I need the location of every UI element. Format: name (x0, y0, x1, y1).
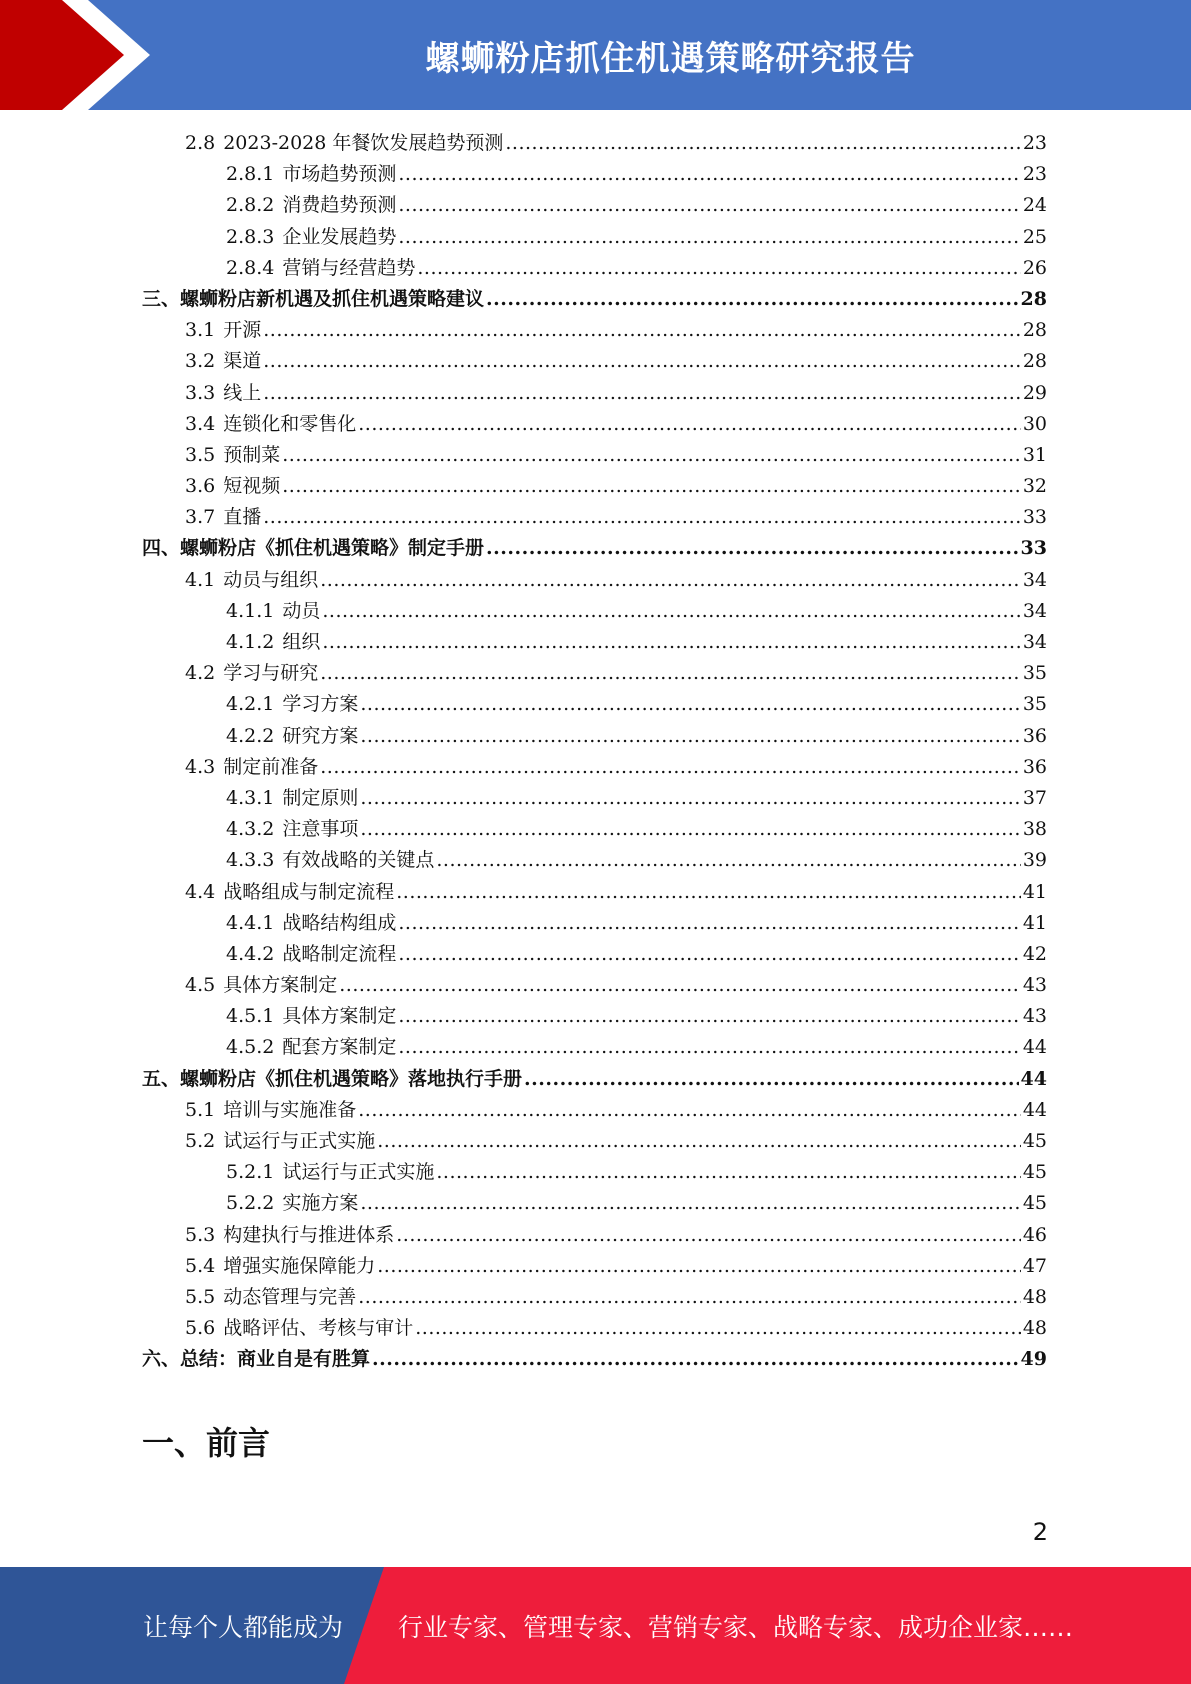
toc-entry-page: 34 (1022, 568, 1047, 591)
toc-entry[interactable] (142, 1282, 1047, 1313)
toc-entry-number: 4.3 (185, 755, 216, 778)
toc-dot-leader (524, 1064, 1019, 1095)
toc-entry-page: 37 (1022, 786, 1047, 809)
toc-entry-page: 26 (1022, 256, 1047, 279)
toc-entry-page: 45 (1022, 1161, 1047, 1184)
toc-dot-leader (263, 346, 1021, 377)
toc-entry-number: 4.4 (185, 880, 216, 903)
toc-entry-number: 5.4 (185, 1254, 216, 1277)
toc-entry-title: 渠道 (223, 350, 262, 373)
toc-entry[interactable] (142, 596, 1047, 627)
toc-entry[interactable] (142, 378, 1047, 409)
toc-entry-page: 44 (1022, 1036, 1047, 1059)
toc-entry[interactable] (142, 939, 1047, 970)
toc-entry-number: 4.3.1 (226, 786, 275, 809)
toc-dot-leader (263, 502, 1021, 533)
toc-entry-title: 学习与研究 (223, 662, 319, 685)
toc-entry-title: 培训与实施准备 (223, 1098, 357, 1121)
toc-entry-title: 注意事项 (282, 818, 359, 841)
toc-dot-leader (417, 253, 1020, 284)
toc-entry-title: 研究方案 (282, 724, 359, 747)
toc-entry-page: 33 (1022, 506, 1047, 529)
toc-dot-leader (505, 128, 1020, 159)
toc-dot-leader (360, 689, 1020, 720)
section-heading: 一、前言 (142, 1424, 271, 1462)
toc-entry-page: 30 (1022, 412, 1047, 435)
toc-entry-number: 4.4.2 (226, 942, 275, 965)
toc-entry-title: 市场趋势预测 (282, 163, 397, 186)
toc-entry-page: 34 (1022, 631, 1047, 653)
toc-entry-page: 48 (1022, 1317, 1047, 1340)
toc-entry[interactable] (142, 222, 1047, 253)
toc-dot-leader (398, 222, 1020, 253)
toc-dot-leader (320, 658, 1021, 689)
toc-entry[interactable] (142, 284, 1047, 315)
toc-entry[interactable] (142, 565, 1047, 596)
toc-entry-page: 28 (1020, 287, 1047, 310)
toc-dot-leader (360, 1188, 1020, 1219)
toc-entry[interactable] (142, 1188, 1047, 1219)
toc-entry-title: 具体方案制定 (223, 974, 338, 997)
toc-entry[interactable] (142, 783, 1047, 814)
toc-entry-number: 2.8.4 (226, 256, 275, 279)
toc-entry-page: 31 (1022, 443, 1047, 466)
toc-entry-title: 总结：商业自是有胜算 (180, 1348, 371, 1371)
toc-entry-title: 预制菜 (223, 443, 281, 466)
toc-dot-leader (339, 970, 1021, 1001)
toc-entry-title: 动员与组织 (223, 568, 319, 591)
toc-entry-number: 4.5.1 (226, 1005, 275, 1028)
toc-entry-title: 螺蛳粉店《抓住机遇策略》制定手册 (180, 537, 485, 560)
toc-entry[interactable] (142, 721, 1047, 752)
toc-entry-page: 44 (1020, 1067, 1047, 1090)
toc-entry-title: 试运行与正式实施 (282, 1161, 435, 1184)
toc-dot-leader (398, 159, 1020, 190)
toc-entry-page: 49 (1020, 1348, 1047, 1371)
toc-entry-page: 23 (1022, 163, 1047, 186)
toc-entry[interactable] (142, 1001, 1047, 1032)
toc-dot-leader (377, 1126, 1021, 1157)
toc-entry[interactable] (142, 1126, 1047, 1157)
toc-dot-leader (398, 908, 1020, 939)
toc-entry-number: 六、 (142, 1348, 181, 1371)
toc-entry-page: 42 (1022, 942, 1047, 965)
toc-dot-leader (320, 752, 1021, 783)
toc-entry[interactable] (142, 658, 1047, 689)
toc-entry-page: 43 (1022, 974, 1047, 997)
toc-entry-page: 29 (1022, 381, 1047, 404)
toc-entry-title: 动态管理与完善 (223, 1285, 357, 1308)
toc-entry-title: 增强实施保障能力 (223, 1254, 376, 1277)
toc-dot-leader (396, 1220, 1021, 1251)
toc-entry[interactable] (142, 190, 1047, 221)
toc-entry[interactable] (142, 908, 1047, 939)
toc-dot-leader (263, 315, 1021, 346)
toc-dot-leader (486, 533, 1019, 564)
toc-entry[interactable] (142, 1095, 1047, 1126)
toc-entry-number: 3.6 (185, 475, 216, 498)
toc-entry-page: 44 (1022, 1098, 1047, 1121)
toc-entry-title: 螺蛳粉店《抓住机遇策略》落地执行手册 (180, 1067, 523, 1090)
toc-entry-title: 螺蛳粉店新机遇及抓住机遇策略建议 (180, 287, 485, 310)
toc-entry-title: 制定前准备 (223, 755, 319, 778)
toc-entry-number: 5.2.1 (226, 1161, 275, 1184)
toc-entry-title: 线上 (223, 381, 262, 404)
toc-entry-page: 24 (1022, 194, 1047, 217)
toc-entry-number: 5.3 (185, 1223, 216, 1246)
toc-entry-page: 41 (1022, 880, 1047, 903)
toc-entry-page: 38 (1022, 818, 1047, 841)
toc-dot-leader (398, 1001, 1020, 1032)
toc-entry-number: 4.4.1 (226, 911, 275, 934)
toc-dot-leader (263, 378, 1021, 409)
toc-entry-number: 3.3 (185, 381, 216, 404)
toc-dot-leader (282, 471, 1021, 502)
toc-dot-leader (372, 1344, 1019, 1375)
toc-entry[interactable] (142, 970, 1047, 1001)
toc-entry-number: 4.1 (185, 568, 216, 591)
toc-entry-page: 33 (1020, 537, 1047, 560)
toc-entry-number: 4.3.2 (226, 818, 275, 841)
toc-dot-leader (398, 939, 1020, 970)
toc-dot-leader (360, 814, 1020, 845)
toc-entry-page: 45 (1022, 1130, 1047, 1152)
toc-entry-number: 3.1 (185, 319, 216, 342)
toc-entry-title: 有效战略的关键点 (282, 849, 435, 872)
toc-entry-number: 4.3.3 (226, 849, 275, 872)
toc-entry-title: 战略结构组成 (282, 911, 397, 934)
toc-entry-number: 四、 (142, 537, 181, 560)
toc-entry[interactable] (142, 845, 1047, 876)
toc-entry-number: 2.8.2 (226, 194, 275, 217)
toc-entry-title: 制定原则 (282, 786, 359, 809)
page-header (0, 0, 1191, 110)
toc-entry-title: 学习方案 (282, 693, 359, 716)
toc-entry-number: 4.2.2 (226, 724, 275, 747)
toc-entry-page: 47 (1022, 1254, 1047, 1277)
toc-dot-leader (322, 596, 1020, 627)
toc-entry-number: 5.1 (185, 1098, 216, 1121)
toc-entry-number: 4.1.2 (226, 631, 275, 653)
toc-entry-page: 48 (1022, 1285, 1047, 1308)
toc-entry[interactable] (142, 128, 1047, 159)
toc-entry[interactable] (142, 1220, 1047, 1251)
footer-slogan-right: 行业专家、管理专家、营销专家、战略专家、成功企业家…… (398, 1612, 1074, 1642)
toc-dot-leader (398, 190, 1020, 221)
toc-entry-number: 2.8.3 (226, 225, 275, 248)
toc-entry-number: 3.4 (185, 412, 216, 435)
toc-dot-leader (377, 1251, 1021, 1282)
page-footer (0, 1567, 1191, 1684)
toc-entry-number: 4.2.1 (226, 693, 275, 716)
toc-entry-page: 25 (1022, 225, 1047, 248)
toc-entry-title: 企业发展趋势 (282, 225, 397, 248)
footer-slogan-left: 让每个人都能成为 (143, 1612, 344, 1642)
toc-entry-title: 构建执行与推进体系 (223, 1223, 395, 1246)
toc-entry-page: 43 (1022, 1005, 1047, 1028)
toc-entry-number: 2.8.1 (226, 163, 275, 186)
toc-dot-leader (322, 627, 1020, 658)
toc-dot-leader (320, 565, 1021, 596)
toc-entry-page: 28 (1022, 319, 1047, 342)
toc-dot-leader (360, 783, 1020, 814)
toc-entry-title: 试运行与正式实施 (223, 1130, 376, 1152)
toc-dot-leader (436, 1157, 1020, 1188)
toc-entry-page: 23 (1022, 132, 1047, 154)
toc-entry-page: 35 (1022, 693, 1047, 716)
toc-entry-number: 5.6 (185, 1317, 216, 1340)
toc-entry-page: 46 (1022, 1223, 1047, 1246)
toc-entry[interactable] (142, 689, 1047, 720)
toc-entry[interactable] (142, 814, 1047, 845)
toc-entry[interactable] (142, 315, 1047, 346)
toc-entry[interactable] (142, 1157, 1047, 1188)
toc-entry[interactable] (142, 533, 1047, 564)
toc-entry[interactable] (142, 346, 1047, 377)
toc-dot-leader (486, 284, 1019, 315)
toc-entry-page: 39 (1022, 849, 1047, 872)
toc-entry-title: 配套方案制定 (282, 1036, 397, 1059)
toc-dot-leader (358, 1095, 1021, 1126)
toc-entry-page: 34 (1022, 599, 1047, 622)
toc-dot-leader (436, 845, 1020, 876)
toc-entry[interactable] (142, 159, 1047, 190)
toc-entry-title: 2023-2028 年餐饮发展趋势预测 (223, 132, 504, 154)
toc-dot-leader (358, 1282, 1021, 1313)
toc-entry-page: 45 (1022, 1192, 1047, 1215)
toc-entry-number: 5.5 (185, 1285, 216, 1308)
toc-entry-page: 41 (1022, 911, 1047, 934)
toc-entry-title: 具体方案制定 (282, 1005, 397, 1028)
toc-entry-title: 战略组成与制定流程 (223, 880, 395, 903)
toc-entry-title: 组织 (282, 631, 321, 653)
toc-entry-page: 36 (1022, 724, 1047, 747)
toc-dot-leader (415, 1313, 1021, 1344)
toc-entry[interactable] (142, 502, 1047, 533)
toc-entry-title: 战略制定流程 (282, 942, 397, 965)
toc-entry-title: 连锁化和零售化 (223, 412, 357, 435)
toc-entry-title: 直播 (223, 506, 262, 529)
document-title: 螺蛳粉店抓住机遇策略研究报告 (425, 38, 916, 79)
toc-entry-title: 消费趋势预测 (282, 194, 397, 217)
toc-entry[interactable] (142, 877, 1047, 908)
toc-dot-leader (398, 1032, 1020, 1063)
toc-entry-title: 开源 (223, 319, 262, 342)
toc-entry-number: 4.5 (185, 974, 216, 997)
toc-entry[interactable] (142, 1313, 1047, 1344)
toc-entry-page: 32 (1022, 475, 1047, 498)
toc-dot-leader (396, 877, 1021, 908)
toc-entry-title: 营销与经营趋势 (282, 256, 416, 279)
toc-entry[interactable] (142, 1032, 1047, 1063)
toc-entry-title: 战略评估、考核与审计 (223, 1317, 414, 1340)
toc-entry-title: 动员 (282, 599, 321, 622)
toc-entry-page: 28 (1022, 350, 1047, 373)
toc-entry-page: 36 (1022, 755, 1047, 778)
toc-entry-number: 3.2 (185, 350, 216, 373)
toc-entry-number: 4.1.1 (226, 599, 275, 622)
toc-entry[interactable] (142, 409, 1047, 440)
toc-entry[interactable] (142, 471, 1047, 502)
toc-dot-leader (358, 409, 1021, 440)
toc-entry-number: 4.5.2 (226, 1036, 275, 1059)
page-number: 2 (1032, 1518, 1048, 1546)
toc-entry-page: 35 (1022, 662, 1047, 685)
toc-entry[interactable] (142, 752, 1047, 783)
toc-entry-number: 五、 (142, 1067, 181, 1090)
toc-entry-number: 三、 (142, 287, 181, 310)
toc-entry-number: 4.2 (185, 662, 216, 685)
toc-entry[interactable] (142, 440, 1047, 471)
toc-entry-number: 5.2.2 (226, 1192, 275, 1215)
toc-entry-number: 5.2 (185, 1130, 216, 1152)
toc-entry-number: 3.5 (185, 443, 216, 466)
header-arrow-decoration (0, 0, 160, 110)
toc-entry[interactable] (142, 627, 1047, 658)
toc-dot-leader (360, 721, 1020, 752)
toc-entry[interactable] (142, 1251, 1047, 1282)
toc-entry-number: 3.7 (185, 506, 216, 529)
toc-entry-number: 2.8 (185, 132, 216, 154)
toc-dot-leader (282, 440, 1021, 471)
toc-entry-title: 短视频 (223, 475, 281, 498)
table-of-contents (142, 128, 1047, 1376)
toc-entry[interactable] (142, 253, 1047, 284)
toc-entry-title: 实施方案 (282, 1192, 359, 1215)
toc-entry[interactable] (142, 1064, 1047, 1095)
toc-entry[interactable] (142, 1344, 1047, 1375)
